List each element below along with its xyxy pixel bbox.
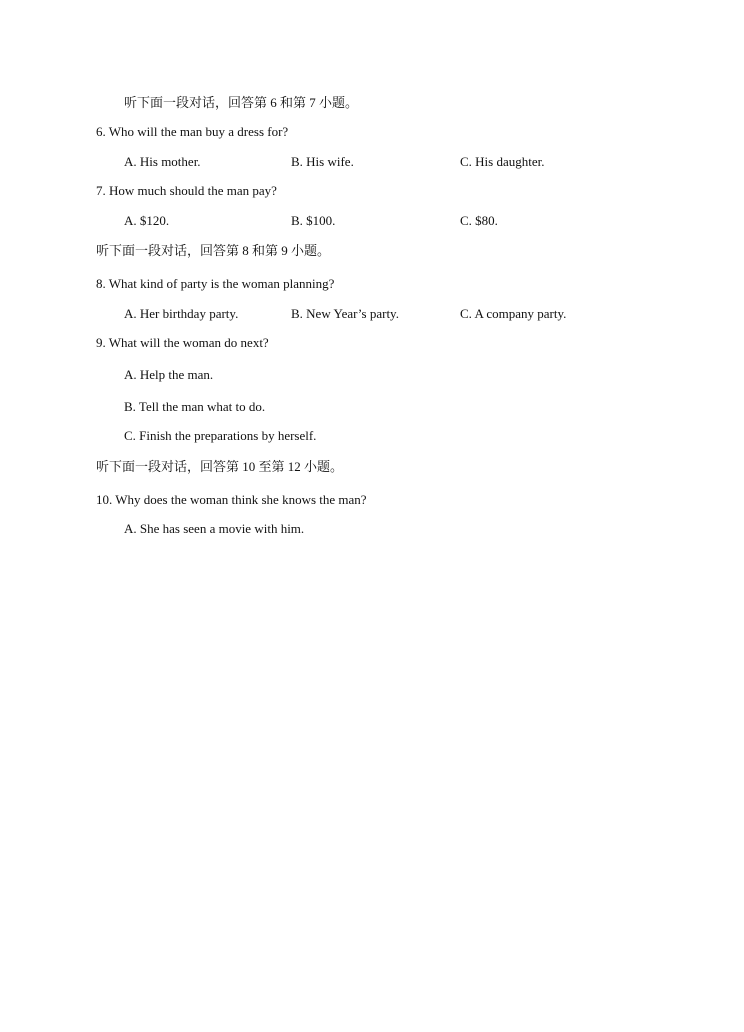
question-8: 8. What kind of party is the woman planning? bbox=[96, 276, 335, 291]
q8-option-b: B. New Year’s party. bbox=[291, 306, 399, 321]
q8-option-a: A. Her birthday party. bbox=[124, 306, 239, 321]
section-intro-8-9: 听下面一段对话，回答第 8 和第 9 小题。 bbox=[96, 243, 331, 258]
q9-option-c: C. Finish the preparations by herself. bbox=[124, 428, 317, 443]
section-intro-6-7: 听下面一段对话，回答第 6 和第 7 小题。 bbox=[124, 95, 359, 110]
q10-option-a: A. She has seen a movie with him. bbox=[124, 521, 305, 536]
q9-option-a: A. Help the man. bbox=[124, 367, 214, 382]
question-9: 9. What will the woman do next? bbox=[96, 335, 269, 350]
q6-option-b: B. His wife. bbox=[291, 154, 354, 169]
q9-option-b: B. Tell the man what to do. bbox=[124, 399, 266, 414]
q6-option-c: C. His daughter. bbox=[460, 154, 545, 169]
q7-option-b: B. $100. bbox=[291, 213, 336, 228]
question-6: 6. Who will the man buy a dress for? bbox=[96, 124, 289, 139]
question-7: 7. How much should the man pay? bbox=[96, 183, 277, 198]
question-10: 10. Why does the woman think she knows the man? bbox=[96, 492, 367, 507]
section-intro-10-12: 听下面一段对话，回答第 10 至第 12 小题。 bbox=[96, 459, 344, 474]
q7-option-a: A. $120. bbox=[124, 213, 170, 228]
q6-option-a: A. His mother. bbox=[124, 154, 201, 169]
q8-option-c: C. A company party. bbox=[460, 306, 567, 321]
q7-option-c: C. $80. bbox=[460, 213, 498, 228]
